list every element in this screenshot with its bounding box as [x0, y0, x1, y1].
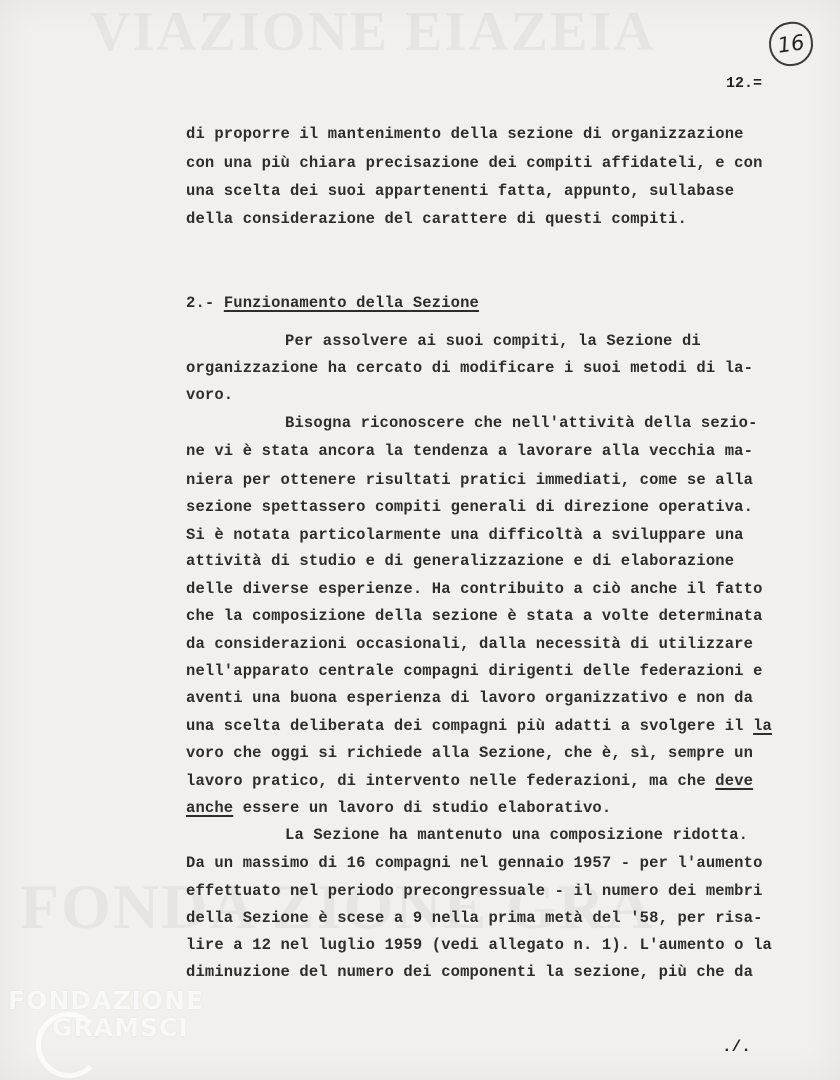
text-line: che la composizione della sezione è stata a volte determinata — [186, 607, 763, 625]
text-fragment: essere un lavoro di studio elaborativo. — [233, 799, 612, 817]
text-line: della considerazione del carattere di questi compiti. — [186, 210, 687, 228]
text-line — [186, 716, 772, 736]
text-line — [186, 771, 753, 791]
text-line: organizzazione ha cercato di modificare i suoi metodi di la- — [186, 359, 754, 377]
text-line: una scelta dei suoi appartenenti fatta, appunto, sullabase — [186, 182, 735, 200]
folio-number-handwritten: 16 — [766, 19, 816, 69]
text-line — [186, 798, 611, 818]
underlined-fragment: la — [753, 717, 772, 735]
text-line: aventi una buona esperienza di lavoro organizzativo e non da — [186, 689, 754, 707]
text-line: Si è notata particolarmente una difficoltà a sviluppare una — [186, 526, 744, 544]
text-line: diminuzione del numero dei componenti la sezione, più che da — [186, 963, 754, 981]
page-number: 12.= — [726, 75, 763, 92]
text-line: da considerazioni occasionali, dalla necessità di utilizzare — [186, 635, 754, 653]
text-fragment: lavoro pratico, di intervento nelle federazioni, ma che — [186, 772, 716, 790]
text-line: nell'apparato centrale compagni dirigenti delle federazioni e — [186, 662, 763, 680]
text-fragment: una scelta deliberata dei compagni più adatti a svolgere il — [186, 717, 754, 735]
underlined-fragment: deve — [715, 772, 754, 790]
text-line: La Sezione ha mantenuto una composizione ridotta. — [285, 826, 749, 844]
continuation-mark: ./. — [722, 1038, 751, 1056]
text-line: niera per ottenere risultati pratici immediati, come se alla — [186, 471, 754, 489]
text-line: attività di studio e di generalizzazione e di elaborazione — [186, 552, 735, 570]
watermark-line: FONDAZIONE — [8, 986, 205, 1015]
text-line: ne vi è stata ancora la tendenza a lavorare alla vecchia ma- — [186, 442, 754, 460]
section-heading — [186, 293, 479, 313]
text-line: con una più chiara precisazione dei compiti affidateli, e con — [186, 154, 763, 172]
bleed-through-text — [90, 0, 656, 64]
text-line: di proporre il mantenimento della sezione di organizzazione — [186, 125, 744, 143]
text-line: Per assolvere ai suoi compiti, la Sezione di — [285, 332, 701, 350]
text-line: Bisogna riconoscere che nell'attività della sezio- — [285, 414, 758, 432]
watermark — [8, 986, 204, 1042]
section-number: 2.- — [186, 294, 224, 312]
text-line: delle diverse esperienze. Ha contribuito a ciò anche il fatto — [186, 580, 763, 598]
watermark-line: GRAMSCI — [52, 1013, 189, 1042]
text-line: della Sezione è scese a 9 nella prima metà del '58, per risa- — [186, 909, 763, 927]
underlined-fragment: anche — [186, 799, 234, 817]
text-line: effettuato nel periodo precongressuale - il numero dei membri — [186, 882, 763, 900]
text-line: sezione spettassero compiti generali di direzione operativa. — [186, 498, 754, 516]
text-line: voro che oggi si richiede alla Sezione, che è, sì, sempre un — [186, 744, 754, 762]
text-line: voro. — [186, 386, 234, 404]
text-line: lire a 12 nel luglio 1959 (vedi allegato n. 1). L'aumento o la — [186, 936, 772, 954]
section-title: Funzionamento della Sezione — [223, 294, 480, 312]
text-line: Da un massimo di 16 compagni nel gennaio 1957 - per l'aumento — [186, 854, 763, 872]
